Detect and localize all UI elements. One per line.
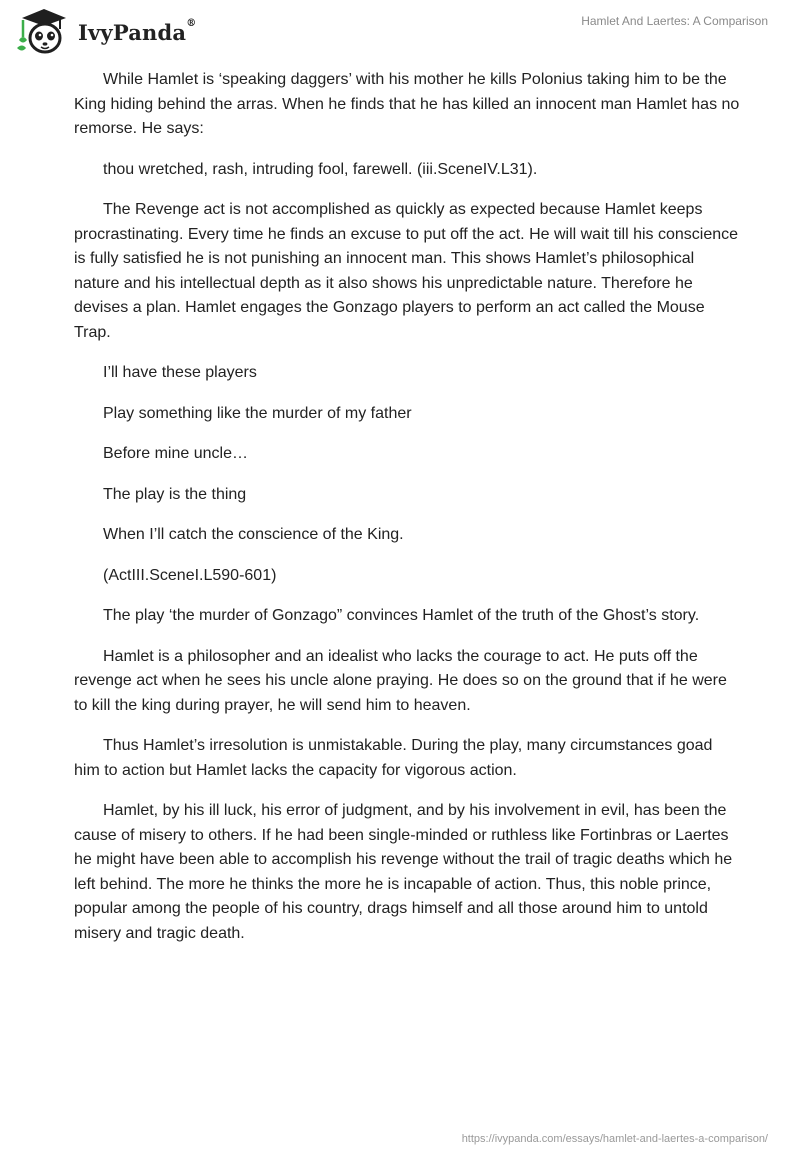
source-url[interactable]: https://ivypanda.com/essays/hamlet-and-laertes-a-comparison/ [461, 1133, 768, 1145]
quote-line: The play is the thing [103, 485, 247, 503]
quote-line: Play something like the murder of my father [103, 404, 412, 422]
brand-name: IvyPanda® [78, 17, 197, 45]
quote-line: Before mine uncle… [103, 445, 248, 462]
essay-paragraph: thou wretched, rash, intruding fool, farewell. (iii.SceneIV.L31). [103, 160, 538, 178]
essay-paragraph: The play ‘the murder of Gonzago” convinces Hamlet of the truth of the Ghost’s story. [103, 607, 700, 624]
quote-line: I’ll have these players [103, 364, 257, 381]
page-header [0, 0, 800, 60]
essay-paragraph: Hamlet, by his ill luck, his error of judgment, and by his involvement in evil, has been the cause of misery to others. If he had been single-minded or ruthless like Fortinbras or Laertes he might have been able to accomplish his revenge without the trail of tragic deaths which he left behind. The more he thinks the more he is incapable of action. Thus, this noble prince, popular among the people of his country, drags himself and all those around him to untold misery and tragic death. [74, 802, 733, 942]
ivypanda-logo[interactable] [14, 7, 196, 57]
essay-paragraph: The Revenge act is not accomplished as quickly as expected because Hamlet keeps procrastinating. Every time he finds an excuse to put off the act. He will wait till his conscience is fully satisfied he is not punishing an innocent man. This shows Hamlet’s philosophical nature and his intellectual depth as it also shows his unpredictable nature. Therefore he devises a plan. Hamlet engages the Gonzago players to perform an act called the Mouse Trap. [74, 201, 739, 341]
essay-paragraph: While Hamlet is ‘speaking daggers’ with his mother he kills Polonius taking him to be the King hiding behind the arras. When he finds that he has killed an innocent man Hamlet has no remorse. He says: [74, 71, 740, 137]
quote-line: When I’ll catch the conscience of the King. [103, 526, 404, 543]
essay-paragraph: Thus Hamlet’s irresolution is unmistakable. During the play, many circumstances goad him to action but Hamlet lacks the capacity for vigorous action. [74, 737, 713, 779]
essay-paragraph: Hamlet is a philosopher and an idealist who lacks the courage to act. He puts off the revenge act when he sees his uncle alone praying. He does so on the ground that if he were to kill the king during prayer, he will send him to heaven. [74, 647, 727, 714]
essay-body [74, 68, 742, 962]
panda-graduate-icon [14, 7, 72, 57]
quote-citation: (ActIII.SceneI.L590-601) [103, 566, 277, 584]
document-title: Hamlet And Laertes: A Comparison [581, 14, 768, 28]
